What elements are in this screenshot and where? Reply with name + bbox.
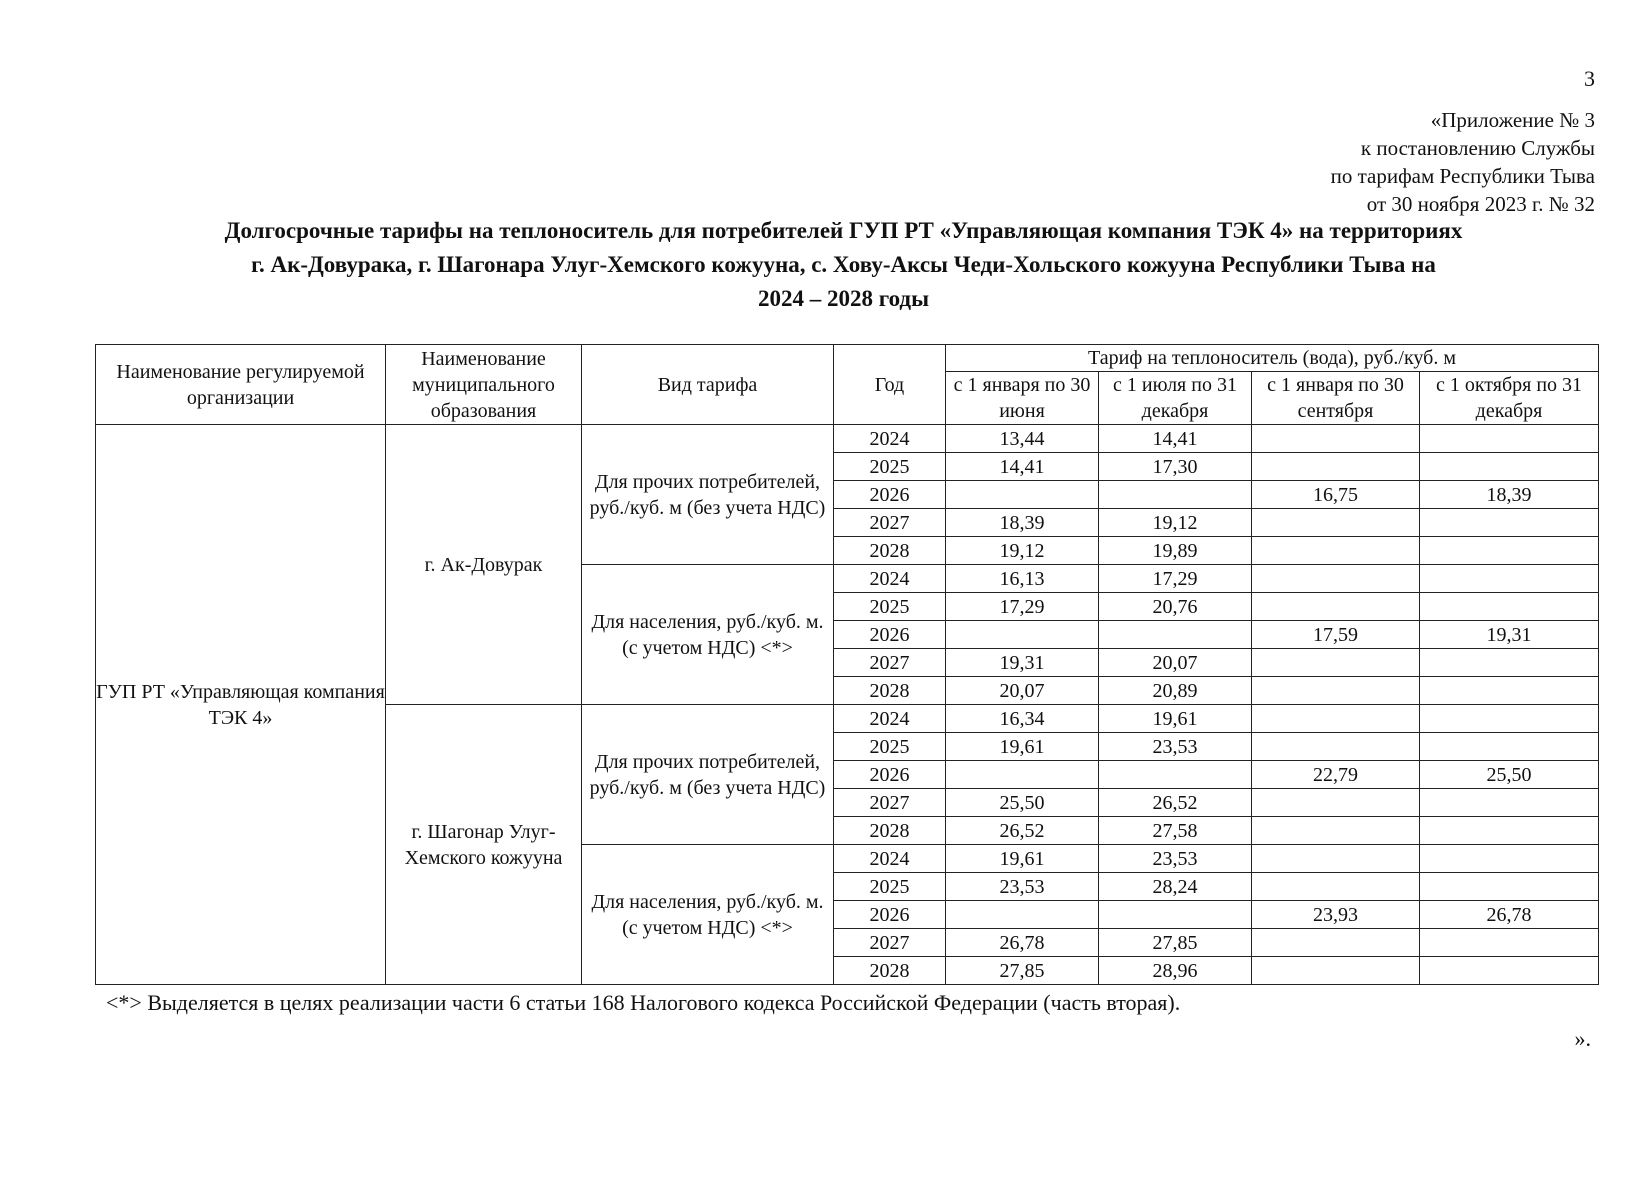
period-3-cell (1252, 845, 1420, 873)
period-2-cell: 27,85 (1099, 929, 1252, 957)
year-cell: 2026 (834, 761, 946, 789)
year-cell: 2025 (834, 453, 946, 481)
period-2-cell: 17,29 (1099, 565, 1252, 593)
header-year: Год (834, 345, 946, 425)
title-line: г. Ак-Довурака, г. Шагонара Улуг-Хемского кожууна, с. Хову-Аксы Чеди-Хольского кожууна Республики Тыва на (251, 252, 1436, 277)
period-1-cell: 26,52 (946, 817, 1099, 845)
period-1-cell: 19,61 (946, 845, 1099, 873)
period-2-cell: 14,41 (1099, 425, 1252, 453)
year-cell: 2024 (834, 845, 946, 873)
period-1-cell (946, 901, 1099, 929)
period-4-cell: 18,39 (1420, 481, 1599, 509)
period-4-cell (1420, 817, 1599, 845)
page-number: 3 (1584, 66, 1595, 91)
period-1-cell: 14,41 (946, 453, 1099, 481)
year-cell: 2024 (834, 565, 946, 593)
year-cell: 2028 (834, 677, 946, 705)
header-tariff-group: Тариф на теплоноситель (вода), руб./куб. м (946, 345, 1599, 372)
period-3-cell (1252, 537, 1420, 565)
period-4-cell (1420, 537, 1599, 565)
period-4-cell (1420, 565, 1599, 593)
year-cell: 2026 (834, 481, 946, 509)
period-1-cell (946, 621, 1099, 649)
appendix-line: от 30 ноября 2023 г. № 32 (1366, 192, 1595, 216)
municipality-cell: г. Шагонар Улуг-Хемского кожууна (386, 705, 582, 985)
period-1-cell (946, 761, 1099, 789)
tariff-type-cell: Для населения, руб./куб. м. (с учетом НДС) <*> (582, 845, 834, 985)
year-cell: 2028 (834, 817, 946, 845)
period-1-cell: 20,07 (946, 677, 1099, 705)
year-cell: 2026 (834, 901, 946, 929)
period-1-cell: 19,31 (946, 649, 1099, 677)
period-4-cell (1420, 425, 1599, 453)
period-4-cell (1420, 873, 1599, 901)
period-4-cell: 26,78 (1420, 901, 1599, 929)
period-2-cell: 26,52 (1099, 789, 1252, 817)
appendix-line: по тарифам Республики Тыва (1330, 164, 1595, 188)
header-period-2: с 1 июля по 31 декабря (1099, 372, 1252, 425)
period-3-cell (1252, 957, 1420, 985)
period-4-cell (1420, 929, 1599, 957)
tariff-type-cell: Для прочих потребителей, руб./куб. м (без учета НДС) (582, 425, 834, 565)
period-4-cell (1420, 845, 1599, 873)
title-line: Долгосрочные тарифы на теплоноситель для потребителей ГУП РТ «Управляющая компания ТЭК 4» на территориях (224, 218, 1463, 243)
period-3-cell: 17,59 (1252, 621, 1420, 649)
period-3-cell: 16,75 (1252, 481, 1420, 509)
period-1-cell: 23,53 (946, 873, 1099, 901)
document-title (92, 214, 1595, 316)
period-3-cell (1252, 705, 1420, 733)
period-1-cell: 27,85 (946, 957, 1099, 985)
closing-quote: ». (1574, 1026, 1591, 1051)
period-2-cell (1099, 901, 1252, 929)
period-4-cell: 25,50 (1420, 761, 1599, 789)
year-cell: 2024 (834, 705, 946, 733)
period-1-cell: 17,29 (946, 593, 1099, 621)
period-2-cell: 28,96 (1099, 957, 1252, 985)
period-1-cell: 19,12 (946, 537, 1099, 565)
header-tariff-type: Вид тарифа (582, 345, 834, 425)
period-3-cell (1252, 929, 1420, 957)
period-3-cell (1252, 789, 1420, 817)
year-cell: 2027 (834, 509, 946, 537)
period-4-cell (1420, 705, 1599, 733)
period-2-cell (1099, 481, 1252, 509)
period-1-cell: 19,61 (946, 733, 1099, 761)
period-3-cell (1252, 873, 1420, 901)
period-1-cell: 25,50 (946, 789, 1099, 817)
organization-cell: ГУП РТ «Управляющая компания ТЭК 4» (96, 425, 386, 985)
period-4-cell: 19,31 (1420, 621, 1599, 649)
period-2-cell: 23,53 (1099, 845, 1252, 873)
period-3-cell (1252, 677, 1420, 705)
municipality-cell: г. Ак-Довурак (386, 425, 582, 705)
period-4-cell (1420, 733, 1599, 761)
appendix-block (1331, 106, 1595, 218)
period-3-cell (1252, 733, 1420, 761)
header-municipality: Наименование муниципального образования (386, 345, 582, 425)
header-period-3: с 1 января по 30 сентября (1252, 372, 1420, 425)
period-3-cell (1252, 649, 1420, 677)
period-4-cell (1420, 649, 1599, 677)
year-cell: 2025 (834, 733, 946, 761)
table-row (96, 425, 1599, 453)
period-3-cell (1252, 565, 1420, 593)
period-3-cell (1252, 425, 1420, 453)
year-cell: 2028 (834, 537, 946, 565)
header-period-1: с 1 января по 30 июня (946, 372, 1099, 425)
period-2-cell: 19,12 (1099, 509, 1252, 537)
period-3-cell: 22,79 (1252, 761, 1420, 789)
footnote: <*> Выделяется в целях реализации части 6 статьи 168 Налогового кодекса Российской Федерации (часть вторая). (106, 990, 1181, 1015)
tariff-table (95, 344, 1599, 985)
period-1-cell: 16,13 (946, 565, 1099, 593)
period-2-cell: 19,89 (1099, 537, 1252, 565)
year-cell: 2025 (834, 873, 946, 901)
period-2-cell: 20,76 (1099, 593, 1252, 621)
period-2-cell: 17,30 (1099, 453, 1252, 481)
tariff-type-cell: Для прочих потребителей, руб./куб. м (без учета НДС) (582, 705, 834, 845)
tariff-table-body (96, 425, 1599, 985)
year-cell: 2028 (834, 957, 946, 985)
period-2-cell (1099, 621, 1252, 649)
period-4-cell (1420, 453, 1599, 481)
year-cell: 2027 (834, 789, 946, 817)
title-line: 2024 – 2028 годы (757, 286, 930, 311)
year-cell: 2027 (834, 929, 946, 957)
year-cell: 2027 (834, 649, 946, 677)
period-4-cell (1420, 677, 1599, 705)
period-1-cell (946, 481, 1099, 509)
period-3-cell: 23,93 (1252, 901, 1420, 929)
appendix-line: к постановлению Службы (1360, 136, 1595, 160)
period-2-cell: 23,53 (1099, 733, 1252, 761)
year-cell: 2026 (834, 621, 946, 649)
period-2-cell: 20,89 (1099, 677, 1252, 705)
header-period-4: с 1 октября по 31 декабря (1420, 372, 1599, 425)
period-1-cell: 18,39 (946, 509, 1099, 537)
period-4-cell (1420, 509, 1599, 537)
appendix-line: «Приложение № 3 (1430, 108, 1595, 132)
period-4-cell (1420, 957, 1599, 985)
period-1-cell: 16,34 (946, 705, 1099, 733)
period-1-cell: 13,44 (946, 425, 1099, 453)
period-2-cell: 27,58 (1099, 817, 1252, 845)
period-3-cell (1252, 453, 1420, 481)
period-1-cell: 26,78 (946, 929, 1099, 957)
period-3-cell (1252, 593, 1420, 621)
period-3-cell (1252, 817, 1420, 845)
period-2-cell: 28,24 (1099, 873, 1252, 901)
period-2-cell: 20,07 (1099, 649, 1252, 677)
year-cell: 2025 (834, 593, 946, 621)
period-4-cell (1420, 789, 1599, 817)
year-cell: 2024 (834, 425, 946, 453)
period-3-cell (1252, 509, 1420, 537)
period-2-cell: 19,61 (1099, 705, 1252, 733)
period-2-cell (1099, 761, 1252, 789)
period-4-cell (1420, 593, 1599, 621)
header-organization: Наименование регулируемой организации (96, 345, 386, 425)
tariff-type-cell: Для населения, руб./куб. м. (с учетом НДС) <*> (582, 565, 834, 705)
